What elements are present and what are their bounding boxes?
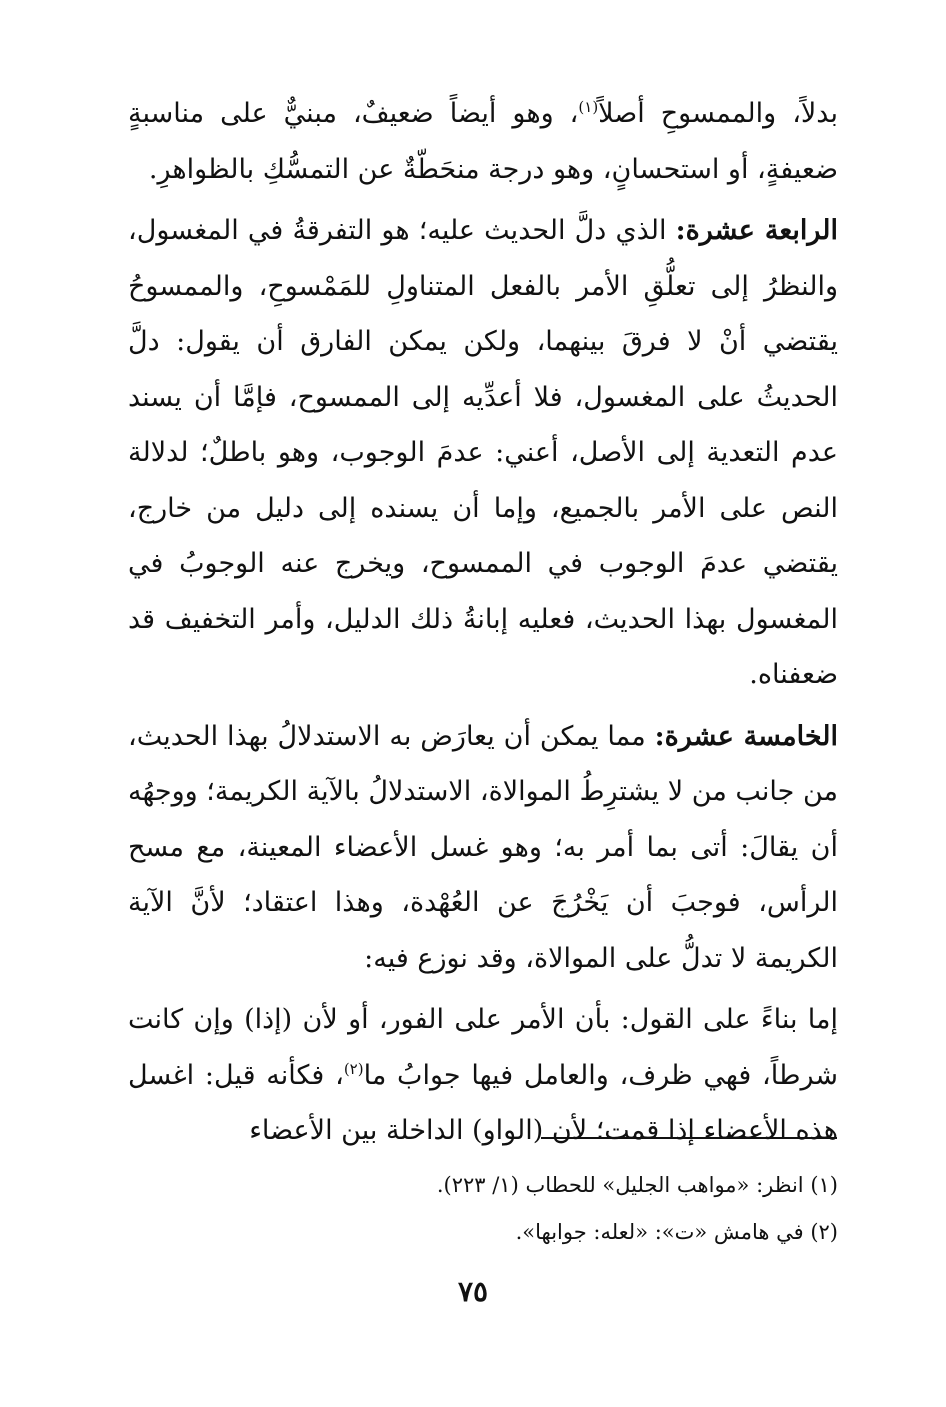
footnote-item: (٢) في هامش «ت»: «لعله: جوابها».: [515, 1220, 838, 1244]
footnotes: [300, 1162, 838, 1256]
paragraph-text: ، فكأنه قيل: اغسل هذه الأعضاء إذا قمت؛ لأن (الواو) الداخلة بين الأعضاء: [128, 1059, 838, 1146]
main-text: [128, 86, 838, 1159]
paragraph-text: إما بناءً على القول: بأن الأمر على الفور، أو لأن (إذا) وإن كانت شرطاً، فهي ظرف، والعامل فيها جوابُ ما: [128, 1004, 839, 1091]
paragraph-fifteenth: [128, 709, 838, 987]
page-number: ٧٥: [457, 1275, 489, 1308]
footnote-marker: (٢): [343, 1059, 364, 1078]
paragraph-text: ، وهو أيضاً ضعيفٌ، مبنيٌّ على مناسبةٍ ضعيفةٍ، أو استحسانٍ، وهو درجة منحَطّةٌ عن التمسُّكِ بالظواهرِ.: [128, 98, 838, 185]
footnote-separator: [541, 1137, 837, 1139]
footnote-marker: (١): [578, 98, 599, 116]
paragraph-text: مما يمكن أن يعارَض به الاستدلالُ بهذا الحديث، من جانب من لا يشترِطُ الموالاة، الاستدلالُ بالآية الكريمة؛ ووجهُه أن يقالَ: أتى بما أمر به؛ وهو غسل الأعضاء المعينة، مع مسح الرأس، فوجبَ أن يَخْرُجَ عن العُهْدة، وهذا اعتقاد؛ لأنَّ الآية الكريمة لا تدلُّ على الموالاة، وقد نوزع فيه:: [128, 720, 838, 974]
paragraph-fourteenth: [128, 203, 838, 703]
paragraph-text: الذي دلَّ الحديث عليه؛ هو التفرقةُ في المغسول، والنظرُ إلى تعلُّقِ الأمر بالفعل المتناولِ للمَمْسوحِ، والممسوحُ يقتضي أنْ لا فرقَ بينهما، ولكن يمكن الفارق أن يقول: دلَّ الحديثُ على المغسول، فلا أعدِّيه إلى الممسوح، فإمَّا أن يسند عدم التعدية إلى الأصل، أعني: عدمَ الوجوب، وهو باطلٌ؛ لدلالة النص على الأمر بالجميع، وإما أن يسنده إلى دليل من خارج، يقتضي عدمَ الوجوب في الممسوح، ويخرج عنه الوجوبُ في المغسول بهذا الحديث، فعليه إبانةُ ذلك الدليل، وأمر التخفيف قد ضعفناه.: [128, 215, 838, 690]
paragraph-continuation: [128, 86, 838, 197]
paragraph-response: [128, 992, 838, 1159]
section-lead: الرابعة عشرة:: [675, 215, 838, 246]
footnote-item: (١) انظر: «مواهب الجليل» للحطاب (١/ ٢٢٣).: [436, 1173, 838, 1197]
section-lead: الخامسة عشرة:: [654, 720, 838, 752]
paragraph-text: بدلاً، والممسوحِ أصلاً: [598, 98, 838, 129]
